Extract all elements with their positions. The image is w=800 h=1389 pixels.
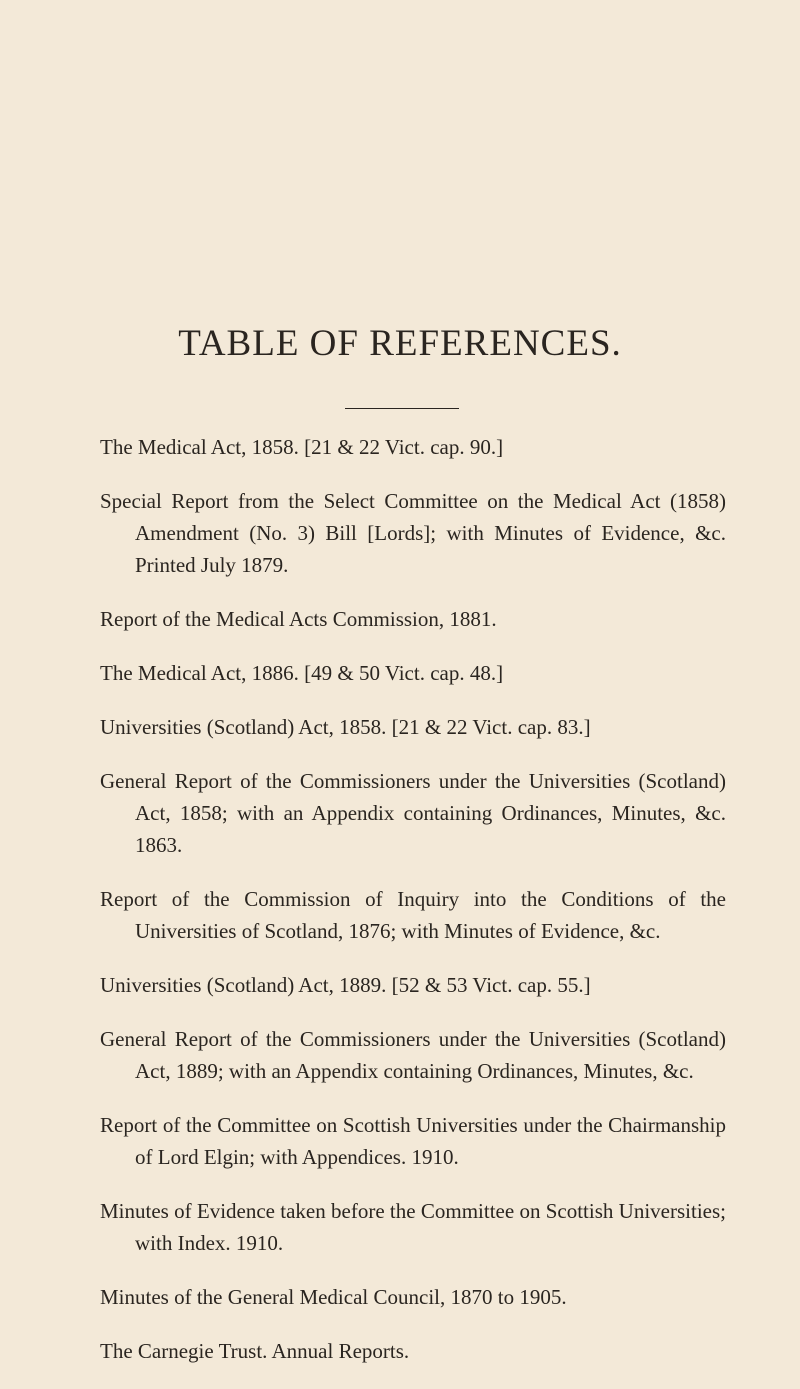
reference-item: Report of the Commission of Inquiry into the Conditions of the Universities of Scotland, 1876; with Minutes of Evidence, &c. bbox=[100, 887, 726, 943]
reference-item: The Carnegie Trust. Annual Reports. bbox=[100, 1339, 410, 1363]
reference-item: Universities (Scotland) Act, 1858. [21 & 22 Vict. cap. 83.] bbox=[100, 715, 591, 739]
reference-item: The Medical Act, 1858. [21 & 22 Vict. cap. 90.] bbox=[100, 435, 504, 459]
reference-item: Report of the Committee on Scottish Universities under the Chairmanship of Lord Elgin; with Appendices. 1910. bbox=[100, 1113, 726, 1169]
reference-item: The Medical Act, 1886. [49 & 50 Vict. cap. 48.] bbox=[100, 661, 504, 685]
reference-item: Minutes of Evidence taken before the Committee on Scottish Universities; with Index. 1910. bbox=[100, 1199, 726, 1255]
reference-item: Universities (Scotland) Act, 1889. [52 & 53 Vict. cap. 55.] bbox=[100, 973, 591, 997]
reference-item: Minutes of the General Medical Council, 1870 to 1905. bbox=[100, 1285, 567, 1309]
page-title: TABLE OF REFERENCES. bbox=[178, 323, 622, 364]
reference-item: General Report of the Commissioners under the Universities (Scotland) Act, 1889; with an Appendix containing Ordinances, Minutes, &c. bbox=[100, 1027, 726, 1083]
reference-item: Special Report from the Select Committee on the Medical Act (1858) Amendment (No. 3) Bill [Lords]; with Minutes of Evidence, &c. Printed July 1879. bbox=[100, 489, 726, 577]
reference-list bbox=[100, 431, 726, 1389]
title-divider bbox=[345, 408, 459, 409]
reference-item: General Report of the Commissioners under the Universities (Scotland) Act, 1858; with an Appendix containing Ordinances, Minutes, &c. 1863. bbox=[100, 769, 726, 857]
reference-item: Report of the Medical Acts Commission, 1881. bbox=[100, 607, 497, 631]
